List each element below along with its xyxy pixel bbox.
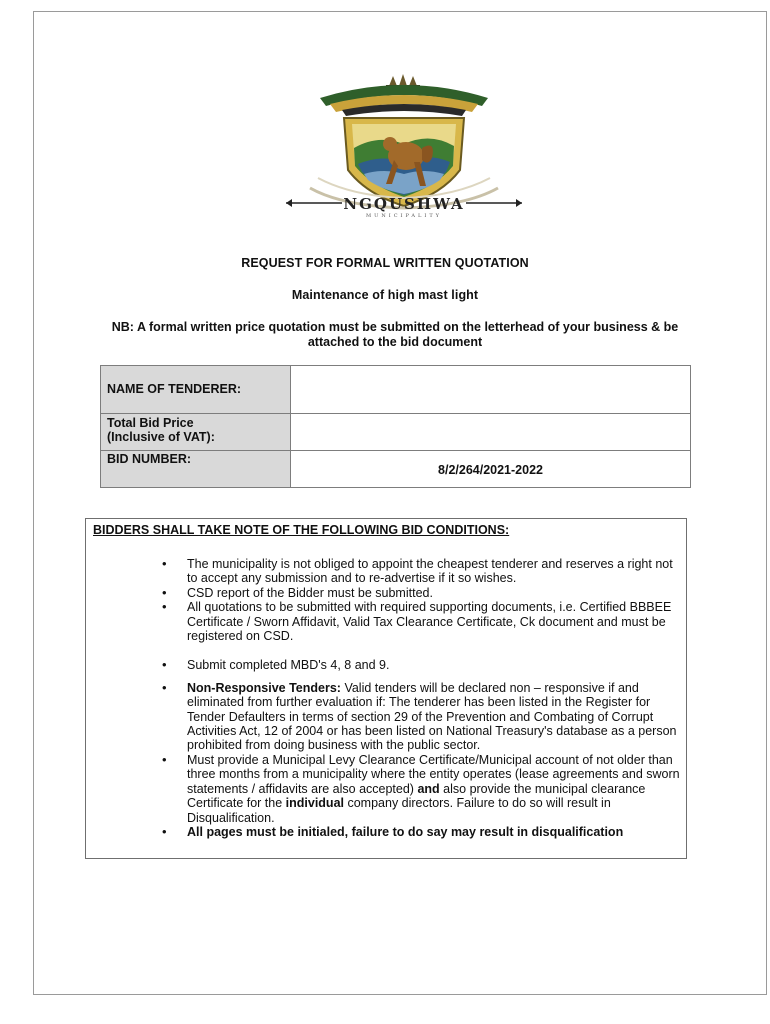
list-item [86, 825, 686, 839]
list-item: • Submit completed MBD's 4, 8 and 9. [86, 658, 686, 672]
list-item [86, 753, 686, 825]
list-item: • CSD report of the Bidder must be submitted. [86, 586, 686, 600]
levy-text-part2: also provide the municipal clearance Certificate for the [187, 781, 646, 811]
bid-number-cell [291, 451, 691, 488]
table-row [101, 366, 691, 414]
total-bid-price-label-cell [101, 414, 291, 451]
nb-note: NB: A formal written price quotation must be submitted on the letterhead of your business & be attached to the bid document [111, 320, 679, 349]
document-subtitle: Maintenance of high mast light [291, 288, 479, 302]
levy-text-part3: company directors. Failure to do so will result in Disqualification. [187, 796, 611, 825]
bid-number-label: BID NUMBER: [107, 452, 192, 466]
non-responsive-text: Valid tenders will be declared non – responsive if and eliminated from further evaluation if: The tenderer has been listed in the Register for Tender Defaulters in terms of section 29 of the Prevention and Combating of Corrupt Activities Act, 12 of 2004 or has been listed on National Treasury's database as a person prohibited from doing business with the public sector. [187, 680, 677, 753]
name-of-tenderer-field[interactable] [291, 366, 691, 414]
bid-conditions-box [85, 518, 687, 859]
bid-number-label-cell [101, 451, 291, 488]
list-item: • The municipality is not obliged to appoint the cheapest tenderer and reserves a right not to accept any submission and to re-advertise if it so wishes. [86, 557, 686, 586]
table-row [101, 451, 691, 488]
total-bid-price-label [107, 414, 284, 444]
bid-conditions-heading [93, 523, 509, 537]
table-row [101, 414, 691, 451]
list-item: • All quotations to be submitted with required supporting documents, i.e. Certified BBBEE Certificate / Sworn Affidavit, Valid Tax Clearance Certificate, Ck document and must be registered on CSD. [86, 600, 686, 643]
document-title: REQUEST FOR FORMAL WRITTEN QUOTATION [241, 256, 529, 270]
name-of-tenderer-label-cell [101, 366, 291, 414]
name-of-tenderer-label: NAME OF TENDERER: [107, 382, 242, 396]
list-item [86, 681, 686, 753]
crest-name-text: NGQUSHWA [343, 195, 465, 213]
levy-bold-and: and [417, 781, 440, 796]
municipality-crest-logo [282, 68, 527, 218]
bid-conditions-heading-text: BIDDERS SHALL TAKE NOTE OF THE FOLLOWING BID CONDITIONS [93, 523, 506, 537]
total-bid-price-label-line1: Total Bid Price [107, 416, 194, 430]
levy-bold-individual: individual [285, 796, 344, 811]
bid-conditions-list [86, 557, 686, 839]
non-responsive-lead: Non-Responsive Tenders: [187, 680, 341, 695]
bid-number-value: 8/2/264/2021-2022 [438, 463, 543, 477]
levy-text-part1: Must provide a Municipal Levy Clearance Certificate/Municipal account of not older than three months from a municipality where the entity operates (lease agreements and sworn statements / affidavits are also accepted) [187, 752, 680, 796]
bid-conditions-heading-colon: : [505, 523, 510, 537]
crest-subtitle-text: MUNICIPALITY [366, 213, 442, 218]
total-bid-price-field[interactable] [291, 414, 691, 451]
initial-pages-text: All pages must be initialed, failure to do say may result in disqualification [187, 824, 624, 839]
total-bid-price-label-line2: (Inclusive of VAT): [107, 430, 215, 444]
bid-details-table [100, 365, 691, 488]
